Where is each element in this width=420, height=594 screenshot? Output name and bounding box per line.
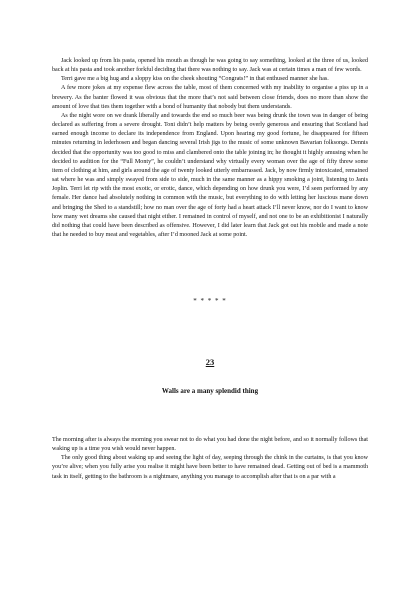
chapter-number: 23	[205, 357, 215, 367]
paragraph: The only good thing about waking up and seeing the light of day, seeping through the chink in the curtains, is that you know you’re alive; when you fully arise you realise it might have been better to have remained dead. Getting out of bed is a mammoth task in itself, getting to the bathroom is a nightmare, anything you manage to accomplish after that is on a par with a	[52, 455, 368, 480]
chapter-23-opening	[52, 436, 368, 482]
paragraph: A few more jokes at my expense flew across the table, most of them concerned with my inability to organise a piss up in a brewery. As the banter flowed it was obvious that the more that’s not said between close friends, does no more than show the amount of love that ties them together with a bond of humanity that nobody but them understands.	[52, 85, 368, 110]
section-divider: * * * * *	[193, 297, 227, 305]
paragraph: Terri gave me a big hug and a sloppy kiss on the cheek shouting “Congrats!” in that enthused manner she has.	[61, 76, 329, 83]
paragraph: The morning after is always the morning you swear not to do what you had done the night before, and so it normally follows that waking up is a time you wish would never happen.	[52, 437, 368, 453]
chapter-22-ending	[52, 57, 368, 240]
paragraph: As the night wore on we drank liberally and towards the end so much beer was being drunk the town was in danger of being declared as suffering from a severe drought. Toni didn’t help matters by being overly generous and ensuring that Scotland had earned enough income to declare its independence from England. Upon hearing my good fortune, he disappeared for fifteen minutes returning in lederhosen and began dancing several Irish jigs to the music of some unknown Bavarian folksongs. Dennis decided that the opportunity was too good to miss and clambered onto the table joining in; he thought it highly amusing when he decided to audition for the “Full Monty”, he couldn’t understand why virtually every woman over the age of fifty threw some item of clothing at him, and girls around the age of twenty looked utterly embarrassed. Jack, by now firmly intoxicated, remained sat where he was and simply swayed from side to side, much in the same manner as a hippy smoking a joint, listening to Janis Joplin. Terri let rip with the most exotic, or erotic, dance, which depending on how drunk you were, I’d seen performed by any female. Her dance had absolutely nothing in common with the music, but everything to do with letting her luscious mane down and bringing the Shed to a standstill; how no man over the age of forty had a heart attack I’ll never know, nor do I want to know how many wet dreams she caused that night either. I remained in control of myself, and not one to be an exhibitionist I naturally did nothing that could have been described as offensive. However, I did later learn that Jack got out his mobile and made a note that he needed to buy meat and vegetables, after I’d mooned Jack at some point.	[52, 112, 368, 238]
chapter-title: Walls are a many splendid thing	[161, 387, 259, 395]
paragraph: Jack looked up from his pasta, opened his mouth as though he was going to say something, looked at the three of us, looked back at his pasta and took another forkful deciding that there was nothing to say. Jack was at certain times a man of few words.	[52, 58, 368, 74]
